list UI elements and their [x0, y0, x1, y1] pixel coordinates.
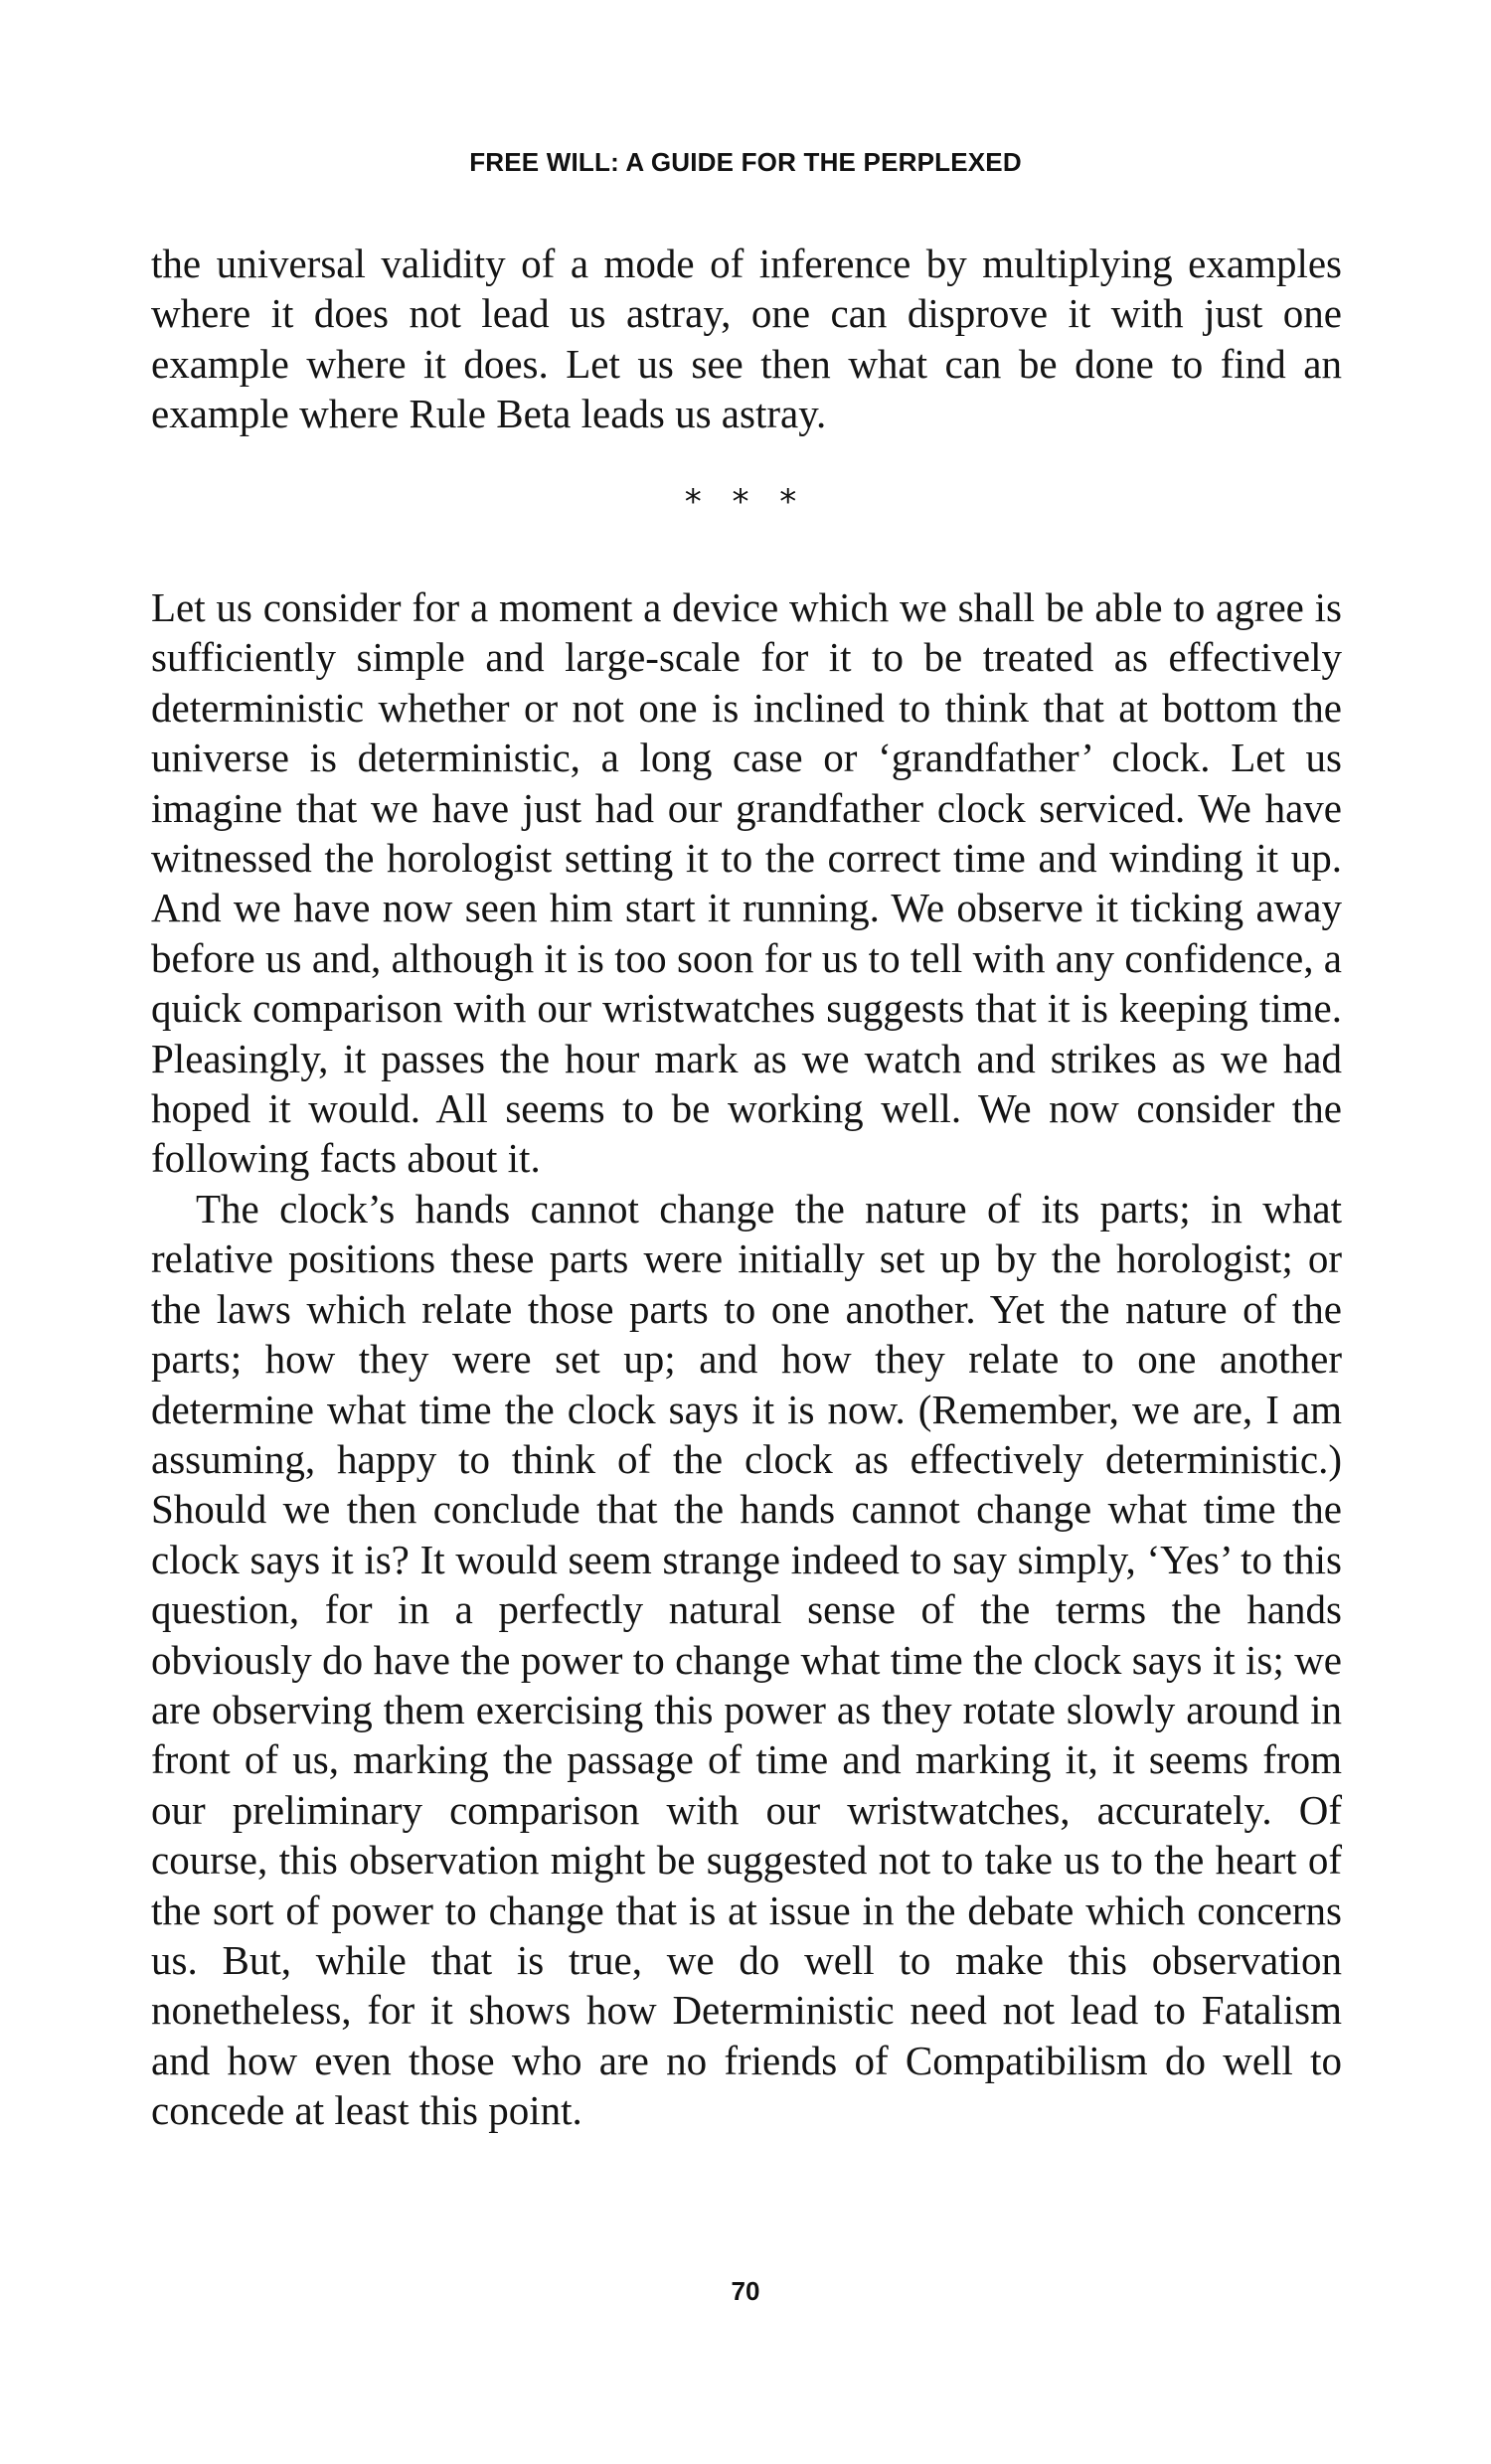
paragraph-clock-hands: The clock’s hands cannot change the nature of its parts; in what relative positions these parts were initially set up by the horologist; or the laws which relate those parts to one another. Yet the nature of the parts; how they were set up; and how they relate to one another determine what time the clock says it is now. (Remember, we are, I am assuming, happy to think of the clock as effectively deterministic.) Should we then conclude that the hands cannot change what time the clock says it is? It would seem strange indeed to say simply, ‘Yes’ to this question, for in a perfectly natural sense of the terms the hands obviously do have the power to change what time the clock says it is; we are observing them exercising this power as they rotate slowly around in front of us, marking the passage of time and marking it, it seems from our preliminary comparison with our wristwatches, accurately. Of course, this observation might be suggested not to take us to the heart of the sort of power to change that is at issue in the debate which concerns us. But, while that is true, we do well to make this observation nonetheless, for it shows how Deterministic need not lead to Fatalism and how even those who are no friends of Compatibilism do well to concede at least this point. [151, 1185, 1342, 2134]
paragraph-continued: the universal validity of a mode of inference by multiplying examples where it does not lead us astray, one can disprove it with just one example where it does. Let us see then what can be done to find an example where Rule Beta leads us astray. [151, 241, 1342, 437]
page-number: 70 [731, 2276, 760, 2306]
text-block-top [151, 239, 1342, 439]
running-head: FREE WILL: A GUIDE FOR THE PERPLEXED [469, 147, 1022, 177]
paragraph-grandfather-clock: Let us consider for a moment a device which we shall be able to agree is sufficiently simple and large-scale for it to be treated as effectively deterministic whether or not one is inclined to think that at bottom the universe is deterministic, a long case or ‘grandfather’ clock. Let us imagine that we have just had our grandfather clock serviced. We have witnessed the horologist setting it to the correct time and winding it up. And we have now seen him start it running. We observe it ticking away before us and, although it is too soon for us to tell with any confidence, a quick comparison with our wristwatches suggests that it is keeping time. Pleasingly, it passes the hour mark as we watch and strikes as we had hoped it would. All seems to be working well. We now consider the following facts about it. [151, 584, 1342, 1182]
text-block-bottom [151, 582, 1342, 2136]
section-break-asterisks: * * * [684, 482, 807, 522]
